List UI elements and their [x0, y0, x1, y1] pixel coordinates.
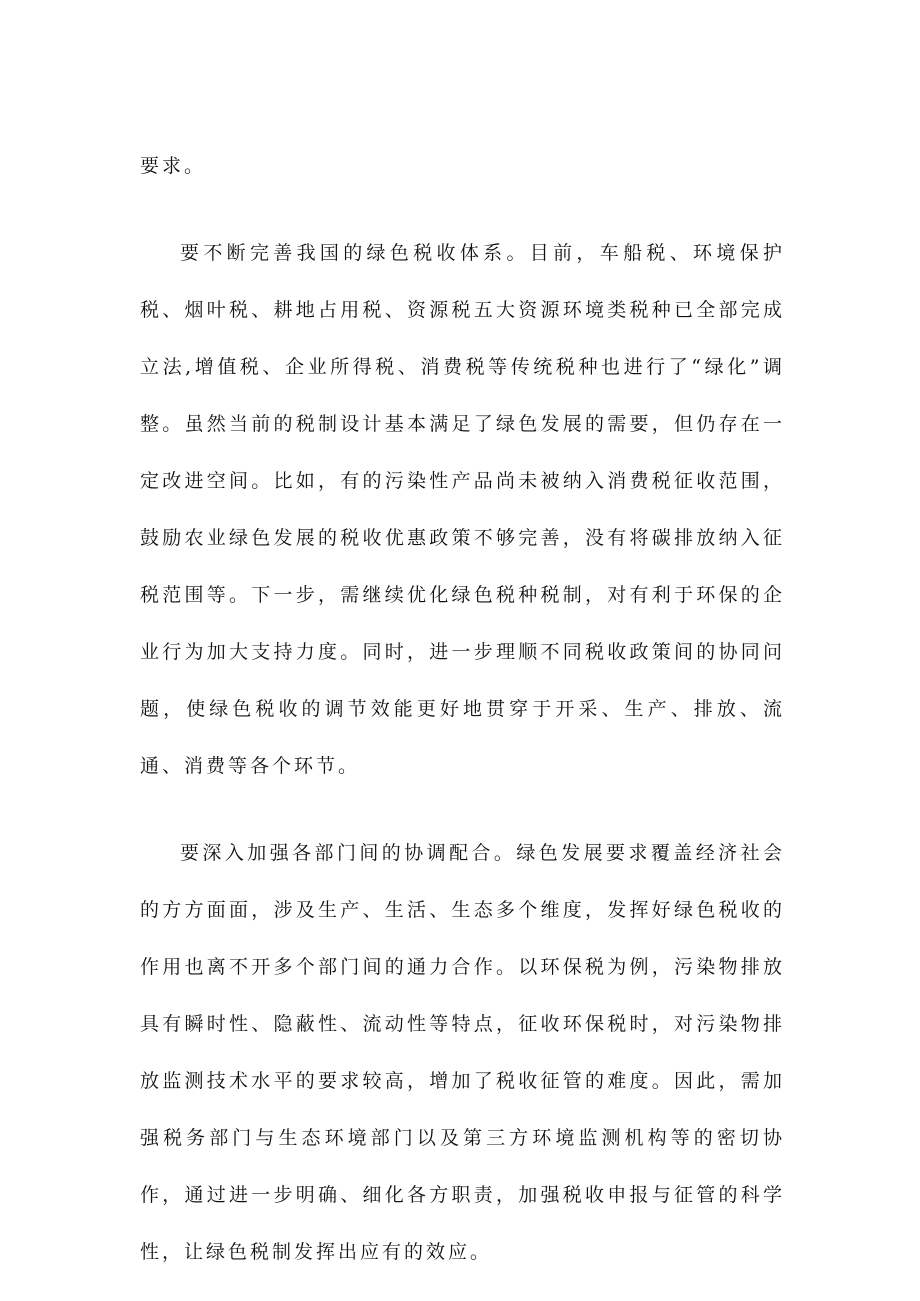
paragraph-department-coordination: 要深入加强各部门间的协调配合。绿色发展要求覆盖经济社会的方方面面，涉及生产、生活、生态多个维度，发挥好绿色税收的作用也离不开多个部门间的通力合作。以环保税为例，污染物排放具有瞬时性、隐蔽性、流动性等特点，征收环保税时，对污染物排放监测技术水平的要求较高，增加了税收征管的难度。因此，需加强税务部门与生态环境部门以及第三方环境监测机构等的密切协作，通过进一步明确、细化各方职责，加强税收申报与征管的科学性，让绿色税制发挥出应有的效应。: [140, 842, 785, 1263]
document-body: [140, 138, 785, 1281]
paragraph-green-tax-system: 要不断完善我国的绿色税收体系。目前，车船税、环境保护税、烟叶税、耕地占用税、资源税五大资源环境类税种已全部完成立法,增值税、企业所得税、消费税等传统税种也进行了“绿化”调整。虽然当前的税制设计基本满足了绿色发展的需要，但仍存在一定改进空间。比如，有的污染性产品尚未被纳入消费税征收范围，鼓励农业绿色发展的税收优惠政策不够完善，没有将碳排放纳入征税范围等。下一步，需继续优化绿色税种税制，对有利于环保的企业行为加大支持力度。同时，进一步理顺不同税收政策间的协同问题，使绿色税收的调节效能更好地贯穿于开采、生产、排放、流通、消费等各个环节。: [140, 242, 785, 777]
paragraph-continuation: 要求。: [140, 155, 207, 177]
